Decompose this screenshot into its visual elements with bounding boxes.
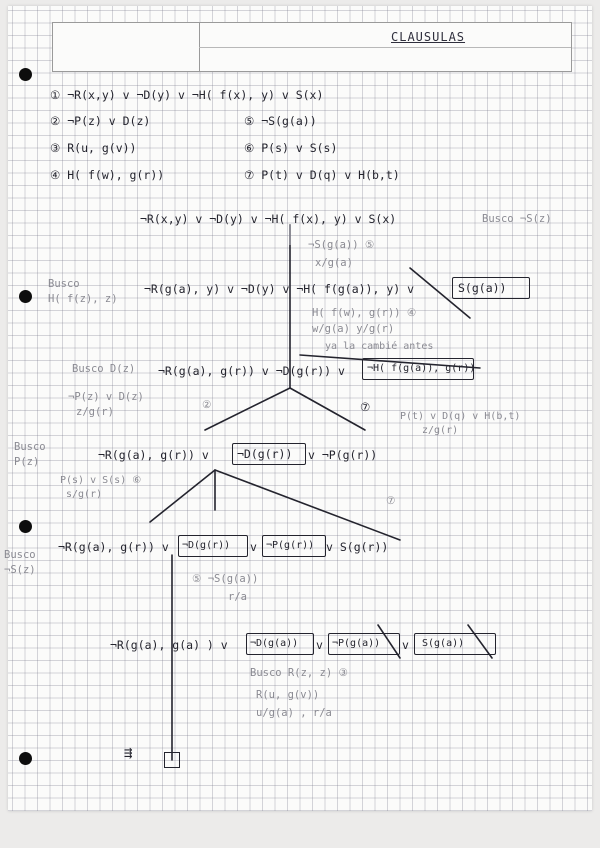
unifier-u-r: u/g(a) , r/a (256, 707, 332, 719)
substitution-4: H( f(w), g(r)) ④ (312, 307, 417, 319)
derivation-line-2: ¬R(g(a), y) v ¬D(y) v ¬H( f(g(a)), y) v (144, 282, 415, 296)
clause-ref-7b: ⑦ (386, 495, 396, 507)
boxed-literal-text: ¬P(g(a)) (332, 638, 381, 649)
unifier-s: s/g(r) (66, 489, 103, 500)
page-title: CLAUSULAS (391, 30, 466, 44)
substitution-5b: ⑤ ¬S(g(a)) (192, 573, 259, 585)
unifier-w-y: w/g(a) y/g(r) (312, 323, 395, 335)
busco-label-5: Busco (4, 549, 36, 561)
busco-label-4: Busco (14, 441, 46, 453)
clause-5: ⑤ ¬S(g(a)) (244, 114, 317, 128)
clause-3: ③ R(u, g(v)) (50, 141, 137, 155)
boxed-literal-text: ¬D(g(r)) (182, 540, 231, 551)
busco-target-4: P(z) (14, 456, 40, 468)
busco-note-3: Busco D(z) (72, 363, 136, 375)
derivation-connector: v (402, 638, 409, 652)
substitution-5: ¬S(g(a)) ⑤ (308, 239, 375, 251)
clause-2: ② ¬P(z) v D(z) (50, 114, 151, 128)
empty-clause-box (164, 752, 180, 768)
clause-1: ① ¬R(x,y) v ¬D(y) v ¬H( f(x), y) v S(x) (50, 88, 324, 102)
margin-note: ya la cambié antes (325, 341, 434, 352)
derivation-line-4: ¬R(g(a), g(r)) v (98, 448, 209, 462)
boxed-literal-text: ¬D(g(a)) (250, 638, 299, 649)
end-mark: ⇶ (124, 745, 133, 761)
boxed-literal-text: ¬D(g(r)) (237, 447, 293, 461)
busco-left-target: H( f(z), z) (48, 293, 118, 305)
unifier-r: r/a (228, 591, 247, 603)
boxed-literal-text: ¬P(g(r)) (266, 540, 315, 551)
derivation-line-5: ¬R(g(a), g(r)) v (58, 540, 169, 554)
boxed-literal-text: S(g(a)) (458, 281, 507, 295)
substitution-7: P(t) v D(q) v H(b,t) (400, 411, 521, 422)
unifier-z: z/g(r) (76, 406, 114, 418)
busco-note-6: Busco R(z, z) ③ (250, 667, 348, 679)
clause-4: ④ H( f(w), g(r)) (50, 168, 165, 182)
derivation-connector: v (250, 540, 257, 554)
busco-target-5: ¬S(z) (4, 564, 36, 576)
clause-ref-7: ⑦ (360, 400, 371, 414)
derivation-line-5-end: v S(g(r)) (326, 540, 389, 554)
substitution-6: P(s) v S(s) ⑥ (60, 475, 142, 486)
unifier-z-7: z/g(r) (422, 425, 459, 436)
busco-left-label: Busco (48, 278, 80, 290)
derivation-line-6: ¬R(g(a), g(a) ) v (110, 638, 228, 652)
substitution-3: R(u, g(v)) (256, 689, 320, 701)
busco-note-1: Busco ¬S(z) (482, 213, 552, 225)
derivation-line-4-end: v ¬P(g(r)) (308, 448, 378, 462)
derivation-line-3: ¬R(g(a), g(r)) v ¬D(g(r)) v (158, 364, 345, 378)
clause-ref-2: ② (202, 399, 212, 411)
clause-7: ⑦ P(t) v D(q) v H(b,t) (244, 168, 400, 182)
derivation-connector: v (316, 638, 323, 652)
clause-6: ⑥ P(s) v S(s) (244, 141, 338, 155)
boxed-literal-text: S(g(a)) (422, 638, 465, 649)
unifier-x: x/g(a) (315, 257, 353, 269)
boxed-literal-text: ¬H( f(g(a)), g(r)) (367, 363, 476, 374)
derivation-line-1: ¬R(x,y) v ¬D(y) v ¬H( f(x), y) v S(x) (140, 212, 397, 226)
substitution-2: ¬P(z) v D(z) (68, 391, 144, 403)
